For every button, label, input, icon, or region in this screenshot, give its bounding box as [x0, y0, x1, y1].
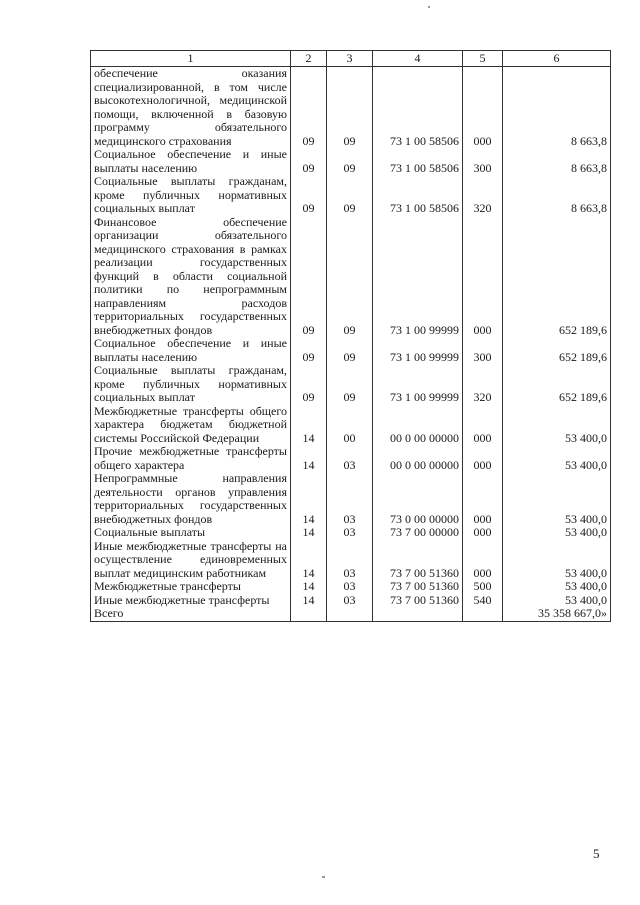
- row-name-cell: Иные межбюджетные трансферты: [91, 594, 291, 608]
- amount-cell: 8 663,8: [503, 67, 611, 149]
- subsection-code-cell: 09: [327, 67, 373, 149]
- table-row: [91, 472, 611, 526]
- section-code-cell: 14: [291, 540, 327, 581]
- expense-type-cell: 320: [463, 175, 503, 216]
- expense-type-cell: 000: [463, 405, 503, 446]
- target-article-cell: 00 0 00 00000: [373, 405, 463, 446]
- section-code-cell: 14: [291, 594, 327, 608]
- subsection-code-cell: 09: [327, 337, 373, 364]
- section-code-cell: 09: [291, 67, 327, 149]
- table-row: [91, 405, 611, 446]
- column-header: 3: [327, 51, 373, 67]
- page-number: 5: [593, 846, 600, 861]
- table-row: [91, 540, 611, 581]
- expense-type-cell: [463, 607, 503, 621]
- expense-type-cell: 500: [463, 580, 503, 594]
- amount-cell: 8 663,8: [503, 175, 611, 216]
- amount-cell: 53 400,0: [503, 594, 611, 608]
- scan-speck: [322, 876, 325, 878]
- row-name-cell: обеспечение оказания специализированной, в том числе высокотехнологичной, медицинской помощи, включенной в базовую программу обязательного медицинского страхования: [91, 67, 291, 149]
- column-header: 5: [463, 51, 503, 67]
- subsection-code-cell: 03: [327, 540, 373, 581]
- amount-cell: 53 400,0: [503, 540, 611, 581]
- subsection-code-cell: 03: [327, 445, 373, 472]
- expense-type-cell: 000: [463, 445, 503, 472]
- row-name-cell: Социальные выплаты гражданам, кроме публичных нормативных социальных выплат: [91, 364, 291, 405]
- expense-type-cell: 540: [463, 594, 503, 608]
- column-header: 6: [503, 51, 611, 67]
- section-code-cell: [291, 607, 327, 621]
- subsection-code-cell: 03: [327, 580, 373, 594]
- row-name-cell: Социальные выплаты: [91, 526, 291, 540]
- table-row: [91, 67, 611, 149]
- amount-cell: 652 189,6: [503, 216, 611, 338]
- target-article-cell: 73 7 00 00000: [373, 526, 463, 540]
- section-code-cell: 09: [291, 364, 327, 405]
- target-article-cell: [373, 607, 463, 621]
- target-article-cell: 73 7 00 51360: [373, 594, 463, 608]
- subsection-code-cell: 09: [327, 216, 373, 338]
- amount-cell: 652 189,6: [503, 337, 611, 364]
- table-row: [91, 364, 611, 405]
- expense-type-cell: 000: [463, 67, 503, 149]
- section-code-cell: 14: [291, 445, 327, 472]
- section-code-cell: 09: [291, 175, 327, 216]
- row-name-cell: Социальное обеспечение и иные выплаты населению: [91, 148, 291, 175]
- amount-cell: 35 358 667,0»: [503, 607, 611, 621]
- section-code-cell: 09: [291, 216, 327, 338]
- target-article-cell: 73 1 00 58506: [373, 148, 463, 175]
- subsection-code-cell: 03: [327, 594, 373, 608]
- table-row: [91, 445, 611, 472]
- table-row: [91, 580, 611, 594]
- column-header: 4: [373, 51, 463, 67]
- target-article-cell: 73 1 00 99999: [373, 337, 463, 364]
- row-name-cell: Непрограммные направления деятельности органов управления территориальных государственных внебюджетных фондов: [91, 472, 291, 526]
- table-row: [91, 148, 611, 175]
- column-header: 2: [291, 51, 327, 67]
- target-article-cell: 73 1 00 99999: [373, 216, 463, 338]
- table-row: [91, 337, 611, 364]
- amount-cell: 53 400,0: [503, 445, 611, 472]
- table-row: [91, 216, 611, 338]
- header-row: [91, 51, 611, 67]
- section-code-cell: 09: [291, 148, 327, 175]
- row-name-cell: Социальное обеспечение и иные выплаты населению: [91, 337, 291, 364]
- expense-type-cell: 000: [463, 540, 503, 581]
- row-name-cell: Прочие межбюджетные трансферты общего характера: [91, 445, 291, 472]
- column-header: 1: [91, 51, 291, 67]
- target-article-cell: 73 1 00 99999: [373, 364, 463, 405]
- amount-cell: 53 400,0: [503, 580, 611, 594]
- target-article-cell: 73 0 00 00000: [373, 472, 463, 526]
- subsection-code-cell: 09: [327, 175, 373, 216]
- table-row: [91, 526, 611, 540]
- target-article-cell: 00 0 00 00000: [373, 445, 463, 472]
- subsection-code-cell: [327, 607, 373, 621]
- subsection-code-cell: 03: [327, 526, 373, 540]
- expense-type-cell: 300: [463, 148, 503, 175]
- subsection-code-cell: 09: [327, 364, 373, 405]
- target-article-cell: 73 1 00 58506: [373, 175, 463, 216]
- amount-cell: 8 663,8: [503, 148, 611, 175]
- subsection-code-cell: 00: [327, 405, 373, 446]
- subsection-code-cell: 03: [327, 472, 373, 526]
- target-article-cell: 73 7 00 51360: [373, 540, 463, 581]
- row-name-cell: Иные межбюджетные трансферты на осуществление единовременных выплат медицинским работникам: [91, 540, 291, 581]
- row-name-cell: Межбюджетные трансферты общего характера бюджетам бюджетной системы Российской Федерации: [91, 405, 291, 446]
- expense-type-cell: 000: [463, 216, 503, 338]
- row-name-cell: Всего: [91, 607, 291, 621]
- expense-type-cell: 320: [463, 364, 503, 405]
- amount-cell: 53 400,0: [503, 526, 611, 540]
- row-name-cell: Финансовое обеспечение организации обязательного медицинского страхования в рамках реализации государственных функций в области социальной политики по непрограммным направлениям расходов территориальных государственных внебюджетных фондов: [91, 216, 291, 338]
- table-row: [91, 594, 611, 608]
- amount-cell: 53 400,0: [503, 472, 611, 526]
- subsection-code-cell: 09: [327, 148, 373, 175]
- table-row: [91, 175, 611, 216]
- target-article-cell: 73 7 00 51360: [373, 580, 463, 594]
- section-code-cell: 14: [291, 405, 327, 446]
- scan-speck: [428, 6, 430, 8]
- amount-cell: 53 400,0: [503, 405, 611, 446]
- budget-table: [90, 50, 611, 622]
- expense-type-cell: 000: [463, 472, 503, 526]
- section-code-cell: 09: [291, 337, 327, 364]
- section-code-cell: 14: [291, 526, 327, 540]
- table-row: [91, 607, 611, 621]
- amount-cell: 652 189,6: [503, 364, 611, 405]
- section-code-cell: 14: [291, 472, 327, 526]
- expense-type-cell: 300: [463, 337, 503, 364]
- target-article-cell: 73 1 00 58506: [373, 67, 463, 149]
- expense-type-cell: 000: [463, 526, 503, 540]
- row-name-cell: Социальные выплаты гражданам, кроме публичных нормативных социальных выплат: [91, 175, 291, 216]
- row-name-cell: Межбюджетные трансферты: [91, 580, 291, 594]
- section-code-cell: 14: [291, 580, 327, 594]
